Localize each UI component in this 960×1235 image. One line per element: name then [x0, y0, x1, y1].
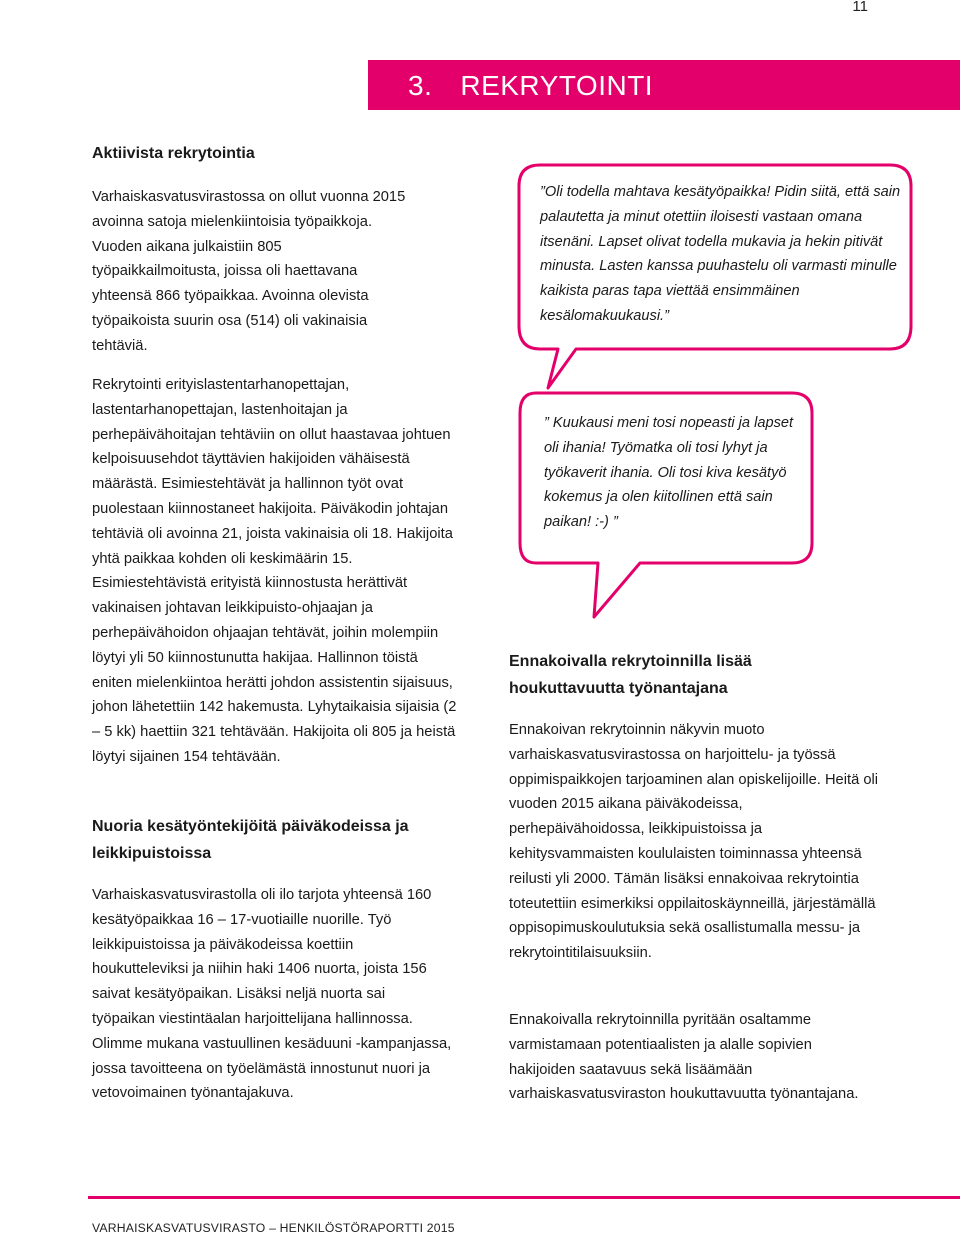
paragraph-internships: Ennakoivan rekrytoinnin näkyvin muoto varhaiskasvatusvirastossa on harjoittelu- ja työssä oppimispaikkojen tarjoaminen alan opiskelijoille. Heitä oli vuoden 2015 aikana päiväkodeissa, perhepäivähoidossa, leikkipuistoissa ja kehitysvammaisten koululaisten toiminnassa yhteensä reilusti yli 2000. Tämän lisäksi ennakoivaa rekrytointia toteutettiin esimerkiksi oppilaitoskäynneillä, järjestämällä oppisopimuskoulutuksia sekä osallistumalla messu- ja rekrytointitilaisuuksiin. [509, 722, 879, 962]
quote-bubble-1 [516, 162, 916, 392]
heading-proactive-recruitment: Ennakoivalla rekrytoinnilla lisää houkuttavuutta työnantajana [509, 653, 752, 697]
page-number: 11 [852, 0, 868, 15]
footer-text: VARHAISKASVATUSVIRASTO – HENKILÖSTÖRAPORTTI 2015 [92, 1221, 455, 1235]
paragraph-summer-jobs: Varhaiskasvatusvirastolla oli ilo tarjota yhteensä 160 kesätyöpaikkaa 16 – 17-vuotiaille nuorille. Työ leikkipuistoissa ja päiväkodeissa koettiin houkutteleviksi ja niihin haki 1406 nuorta, joista 156 saivat kesätyöpaikan. Lisäksi neljä nuorta sai työpaikan viestintäalan harjoittelijana hallinnossa. Olimme mukana vastuullinen kesäduuni -kampanjassa, jossa tavoitteena on työelämästä innostunut nuori ja vetovoimainen työnantajakuva. [92, 887, 452, 1102]
paragraph-recruitment-goals: Ennakoivalla rekrytoinnilla pyritään osaltamme varmistamaan potentiaalisten ja alalle sopivien hakijoiden saatavuus sekä lisäämään varhaiskasvatusviraston houkuttavuutta työnantajana. [509, 1012, 859, 1103]
section-number: 3. [408, 70, 433, 101]
heading-summer-workers: Nuoria kesätyöntekijöitä päiväkodeissa ja leikkipuistoissa [92, 818, 409, 862]
heading-active-recruitment: Aktiivista rekrytointia [92, 145, 255, 162]
paragraph-open-positions: Varhaiskasvatusvirastossa on ollut vuonna 2015 avoinna satoja mielenkiintoisia työpaikkoja. Vuoden aikana julkaistiin 805 työpaikkailmoitusta, joissa oli haettavana yhteensä 866 työpaikkaa. Avoinna olevista työpaikoista suurin osa (514) oli vakinaisia tehtäviä. [92, 189, 406, 354]
footer-divider [88, 1196, 960, 1199]
paragraph-recruitment-details: Rekrytointi erityislastentarhanopettajan, lastentarhanopettajan, lastenhoitajan ja perhepäivähoitajan tehtäviin on ollut haastavaa johtuen kelpoisuusehdot täyttävien hakijoiden vähäisestä määrästä. Esimiestehtävät ja hallinnon työt ovat puolestaan kiinnostaneet hakijoita. Päiväkodin johtajan tehtäviä oli avoinna 21, joista vakinaisia oli 18. Hakijoita yhtä paikkaa kohden oli keskimäärin 15. Esimiestehtävistä erityistä kiinnostusta herättivät vakinaisen johtavan leikkipuisto-ohjaajan ja perhepäivähoidon ohjaajan tehtävät, joihin molempiin löytyi yli 50 kiinnostunutta hakijaa. Hallinnon töistä eniten mielenkiintoa herätti johdon assistentin sijaisuus, johon lähetettiin 142 hakemusta. Lyhytaikaisia sijaisia (2 – 5 kk) haettiin 321 tehtävään. Hakijoita oli 805 ja heistä löytyi sijainen 154 tehtävään. [92, 377, 457, 765]
quote-text-2: ” Kuukausi meni tosi nopeasti ja lapset oli ihania! Työmatka oli tosi lyhyt ja työkaverit ihania. Oli tosi kiva kesätyö kokemus ja olen kiitollinen että sain paikan! :-) ” [544, 415, 794, 531]
section-banner [368, 60, 960, 110]
section-title: REKRYTOINTI [460, 70, 654, 101]
quote-bubble-2 [516, 388, 816, 620]
quote-text-1: ”Oli todella mahtava kesätyöpaikka! Pidin siitä, että sain palautetta ja minut otettiin iloisesti vastaan omana itsenäni. Lapset olivat todella mukavia ja hekin pitivät minusta. Lasten kanssa puuhastelu oli varmasti minulle kaikista paras tapa viettää ensimmäinen kesälomakuukausi.” [540, 184, 901, 324]
